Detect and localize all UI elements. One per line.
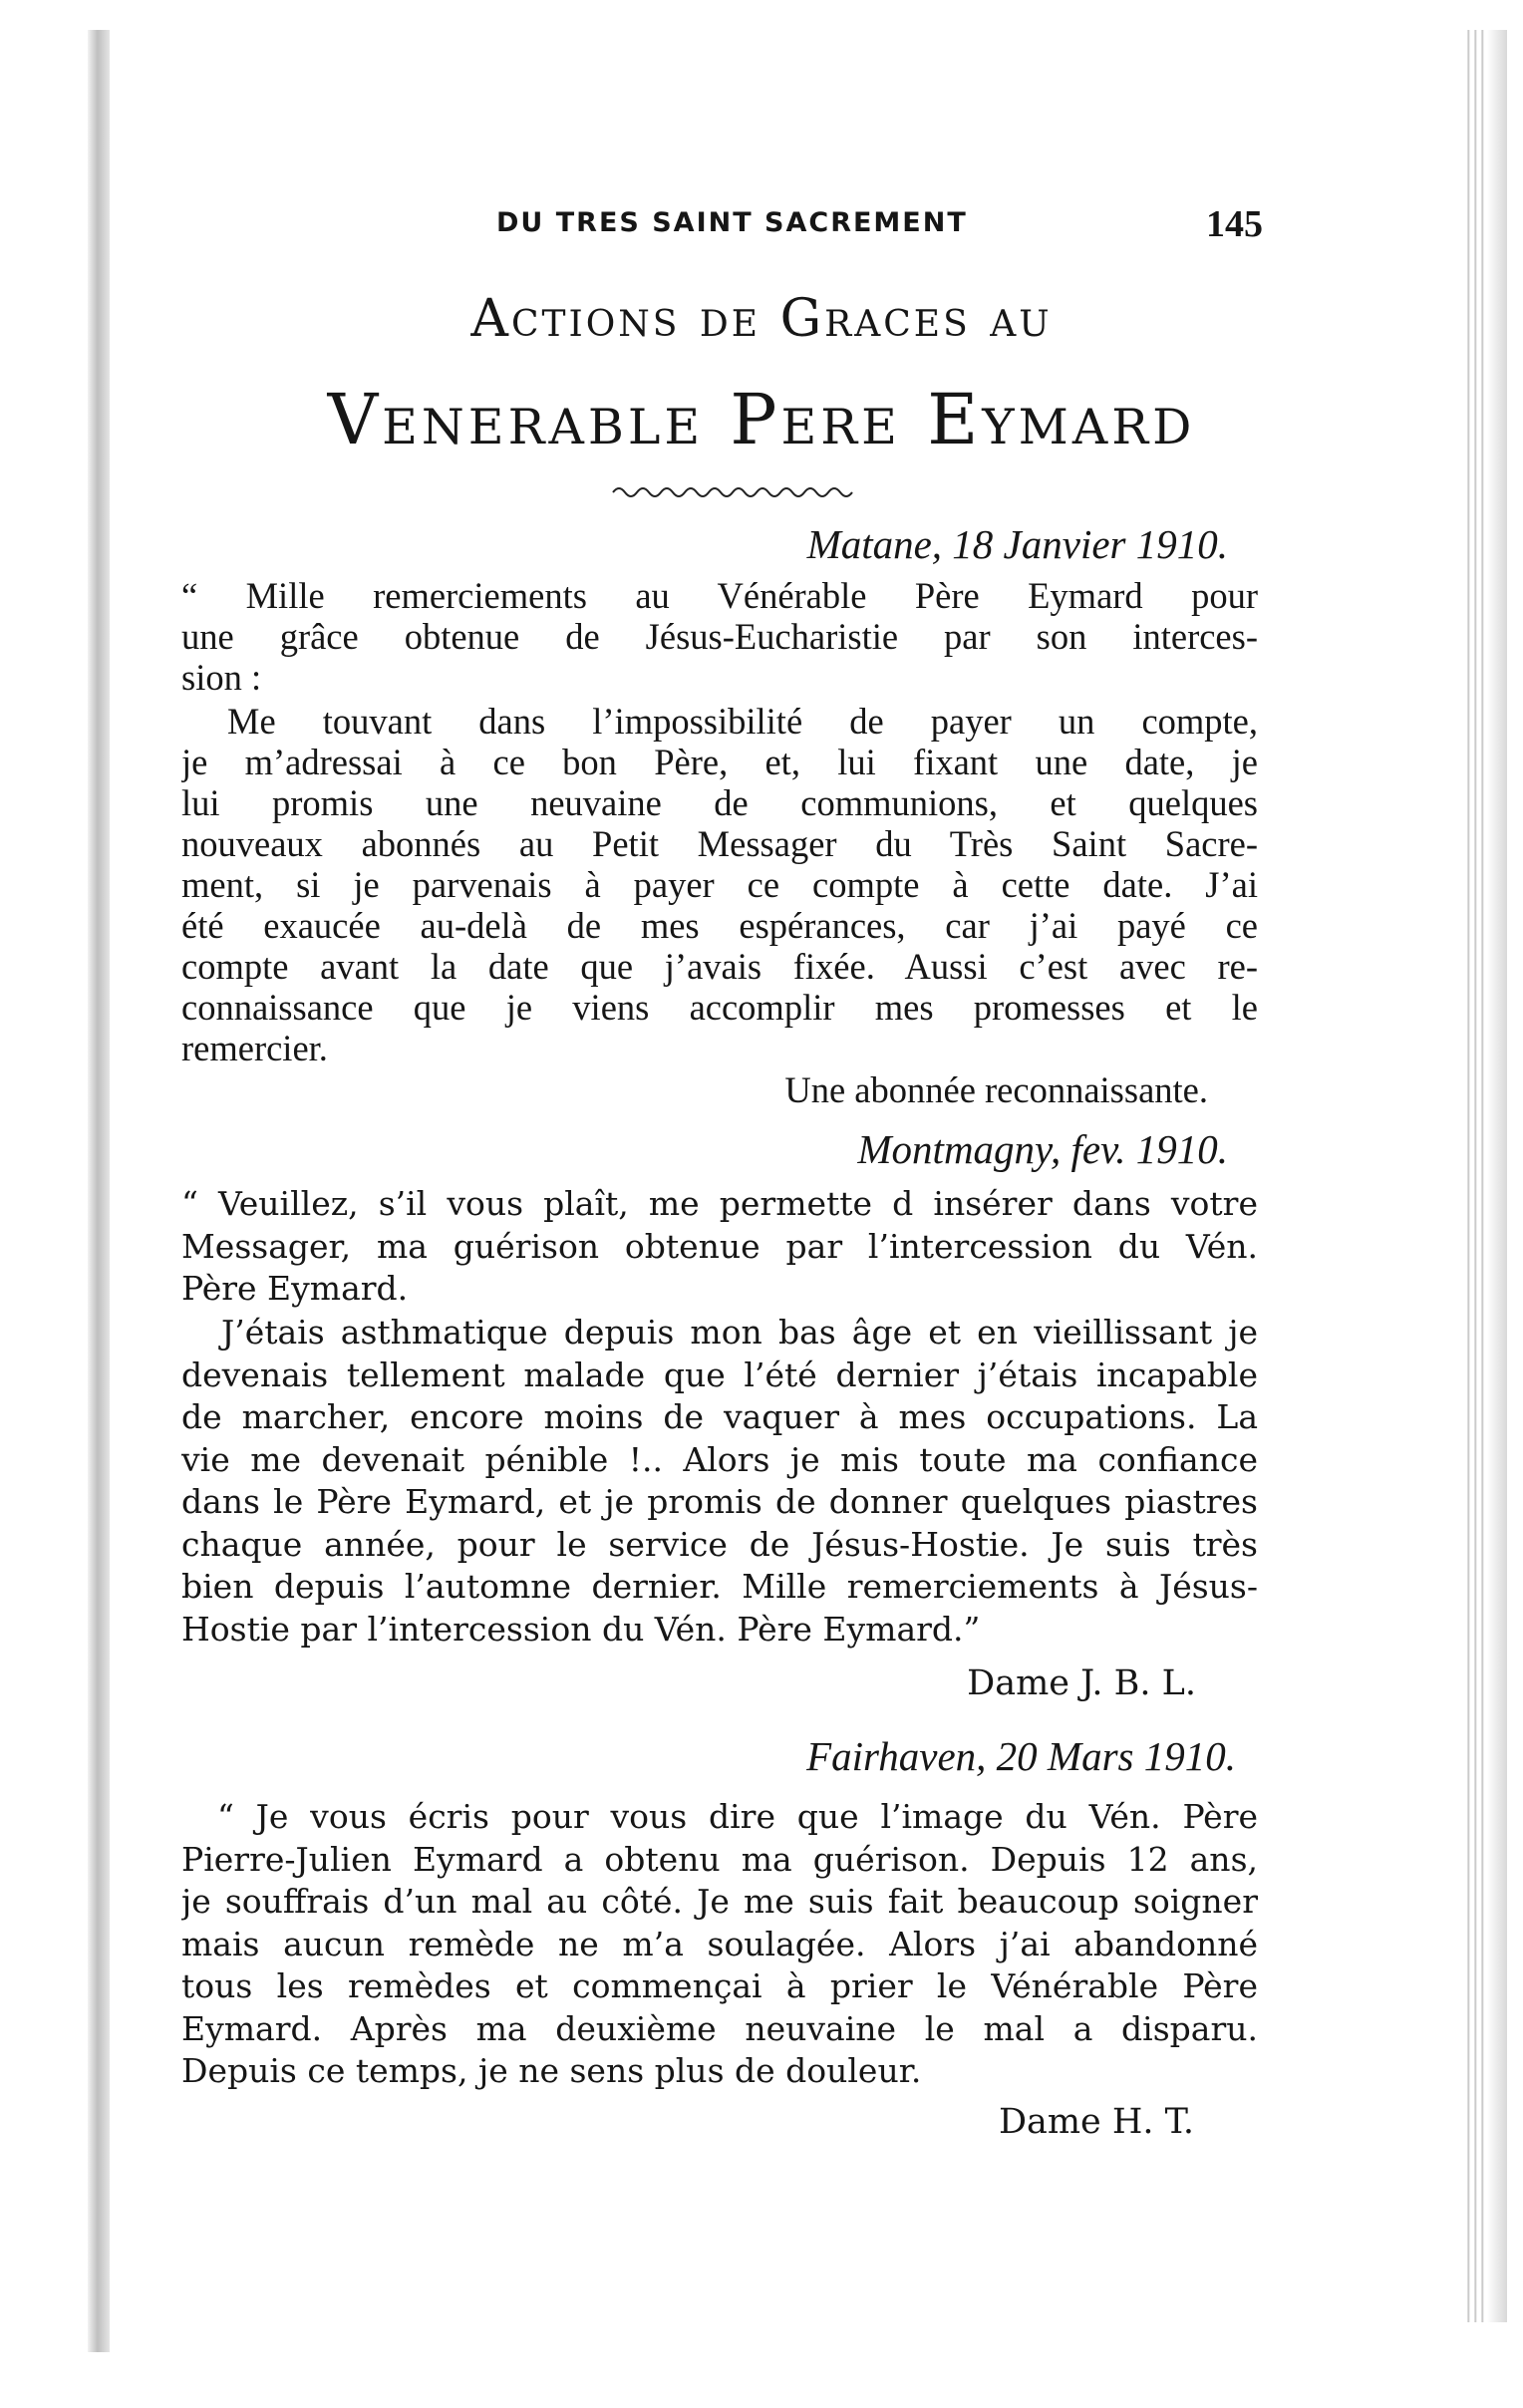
text-line: compte avant la date que j’avais fixée. Aussi c’est avec re- [181,946,1258,987]
text-line: Pierre-Julien Eymard a obtenu ma guérison. Depuis 12 ans, [181,1839,1258,1879]
title-line-1: Actions de Graces au [470,289,1053,349]
text-line: de marcher, encore moins de vaquer à mes occupations. La [181,1397,1258,1436]
text-line: “ Mille remerciements au Vénérable Père Eymard pour [181,575,1258,616]
letter-3-signature: Dame H. T. [998,2102,1194,2142]
text-line: devenais tellement malade que l’été dernier j’étais incapable [181,1354,1258,1394]
text-line: nouveaux abonnés au Petit Messager du Très Saint Sacre- [181,823,1258,864]
wavy-rule-ornament [608,481,857,503]
text-line: Père Eymard. [181,1269,409,1308]
text-line: bien depuis l’automne dernier. Mille remerciements à Jésus- [181,1567,1258,1606]
text-line: “ Je vous écris pour vous dire que l’image du Vén. Père [217,1797,1258,1836]
page-number: 145 [1206,203,1263,245]
title-line-2: Venerable Pere Eymard [327,379,1196,460]
running-head: DU TRES SAINT SACREMENT [496,207,968,238]
letter-3-paragraph-1 [181,1796,1258,2093]
text-line: tous les remèdes et commençai à prier le Vénérable Père [181,1966,1258,2005]
letter-2-paragraph-2 [181,1312,1258,1651]
text-line: une grâce obtenue de Jésus-Eucharistie par son interces- [181,616,1258,657]
letter-3-dateline: Fairhaven, 20 Mars 1910. [806,1733,1236,1779]
text-line: chaque année, pour le service de Jésus-Hostie. Je suis très [181,1524,1258,1564]
text-line: dans le Père Eymard, et je promis de donner quelques piastres [181,1482,1258,1521]
text-line: Messager, ma guérison obtenue par l’intercession du Vén. [181,1226,1258,1266]
text-line: J’étais asthmatique depuis mon bas âge et en vieillissant je [221,1313,1258,1352]
letter-2-signature: Dame J. B. L. [967,1663,1196,1703]
letter-1-paragraph-2 [181,701,1258,1068]
letter-2-paragraph-1 [181,1183,1258,1311]
page-edge-shadow [1487,30,1507,2322]
text-line: je souffrais d’un mal au côté. Je me suis fait beaucoup soigner [181,1882,1258,1921]
text-line: Hostie par l’intercession du Vén. Père Eymard.” [181,1609,981,1649]
letter-1-paragraph-1 [181,575,1258,698]
text-line: vie me devenait pénible !.. Alors je mis toute ma confiance [181,1439,1258,1479]
letter-1-signature: Une abonnée reconnaissante. [784,1069,1208,1110]
text-line: je m’adressai à ce bon Père, et, lui fixant une date, je [181,742,1258,782]
text-line: été exaucée au-delà de mes espérances, car j’ai payé ce [181,905,1258,946]
text-line: ment, si je parvenais à payer ce compte à cette date. J’ai [181,864,1258,905]
text-line: connaissance que je viens accomplir mes promesses et le [181,987,1258,1028]
text-line: sion : [181,657,262,698]
text-line: Depuis ce temps, je ne sens plus de douleur. [181,2051,922,2090]
text-line: lui promis une neuvaine de communions, et quelques [181,782,1258,823]
letter-1-dateline: Matane, 18 Janvier 1910. [806,521,1228,567]
text-line: mais aucun remède ne m’a soulagée. Alors j’ai abandonné [181,1924,1258,1963]
text-line: “ Veuillez, s’il vous plaît, me permette d insérer dans votre [181,1184,1258,1223]
text-line: Me touvant dans l’impossibilité de payer un compte, [227,701,1258,742]
text-line: remercier. [181,1028,328,1068]
text-line: Eymard. Après ma deuxième neuvaine le mal a disparu. [181,2008,1258,2048]
letter-2-dateline: Montmagny, fev. 1910. [857,1126,1228,1172]
